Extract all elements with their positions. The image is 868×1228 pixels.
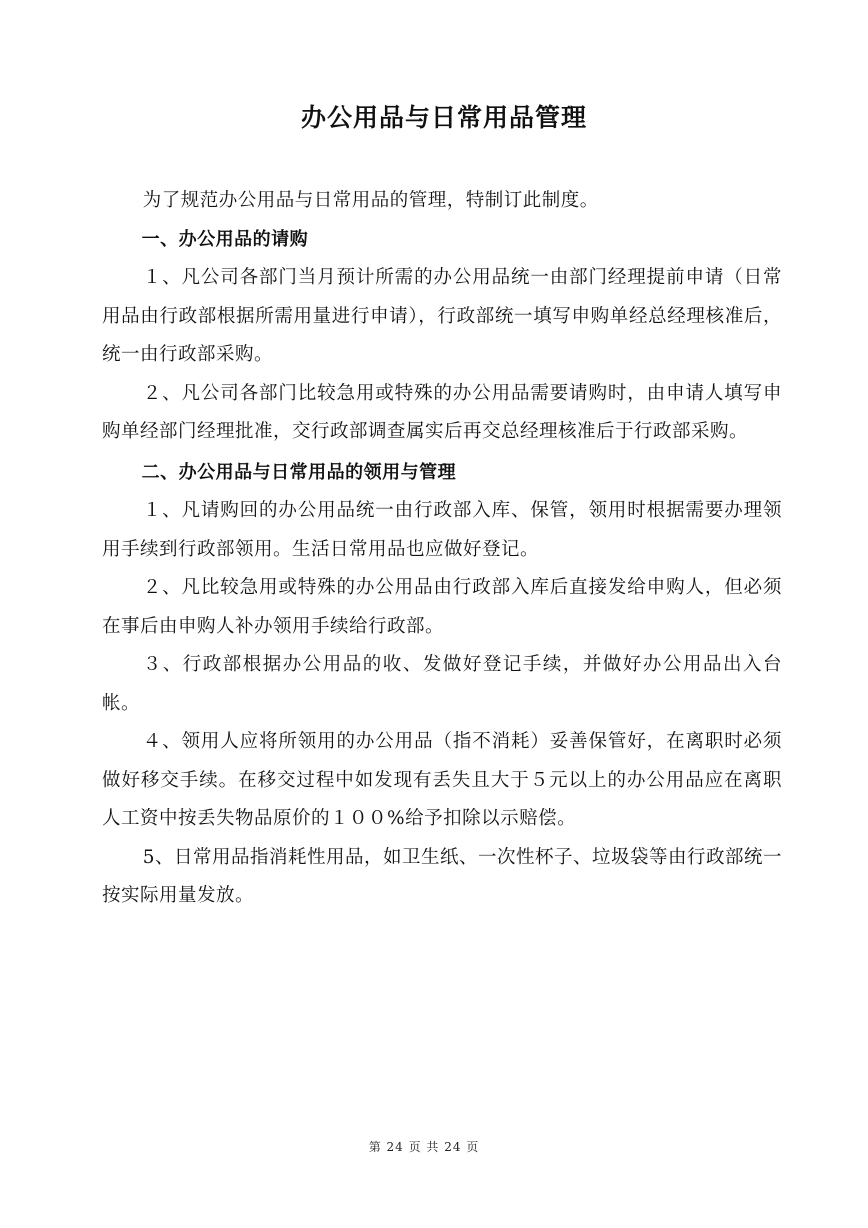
section-2-paragraph-1: １、凡请购回的办公用品统一由行政部入库、保管，领用时根据需要办理领用手续到行政部领用。生活日常用品也应做好登记。 (102, 500, 782, 560)
section-2-paragraph-3: ３、行政部根据办公用品的收、发做好登记手续，并做好办公用品出入台帐。 (102, 654, 782, 714)
section-2-paragraph-4: ４、领用人应将所领用的办公用品（指不消耗）妥善保管好，在离职时必须做好移交手续。在移交过程中如发现有丢失且大于５元以上的办公用品应在离职人工资中按丢失物品原价的１００%给予扣除以示赔偿。 (102, 731, 782, 829)
page-number-footer: 第 24 页 共 24 页 (368, 1140, 480, 1154)
section-heading-use-management: 二、办公用品与日常用品的领用与管理 (141, 461, 457, 483)
section-1-paragraph-2: ２、凡公司各部门比较急用或特殊的办公用品需要请购时，由申请人填写申购单经部门经理批准，交行政部调查属实后再交总经理核准后于行政部采购。 (102, 382, 782, 442)
section-1-paragraph-1: １、凡公司各部门当月预计所需的办公用品统一由部门经理提前申请（日常用品由行政部根据所需用量进行申请），行政部统一填写申购单经总经理核准后，统一由行政部采购。 (102, 267, 782, 365)
section-2-paragraph-2: ２、凡比较急用或特殊的办公用品由行政部入库后直接发给申购人，但必须在事后由申购人补办领用手续给行政部。 (102, 577, 782, 637)
document-body (102, 180, 782, 916)
section-heading-purchase: 一、办公用品的请购 (141, 228, 309, 250)
document-title: 办公用品与日常用品管理 (300, 103, 587, 132)
section-2-paragraph-5: 5、日常用品指消耗性用品，如卫生纸、一次性杯子、垃圾袋等由行政部统一按实际用量发放。 (102, 846, 782, 906)
intro-paragraph: 为了规范办公用品与日常用品的管理，特制订此制度。 (142, 190, 599, 211)
